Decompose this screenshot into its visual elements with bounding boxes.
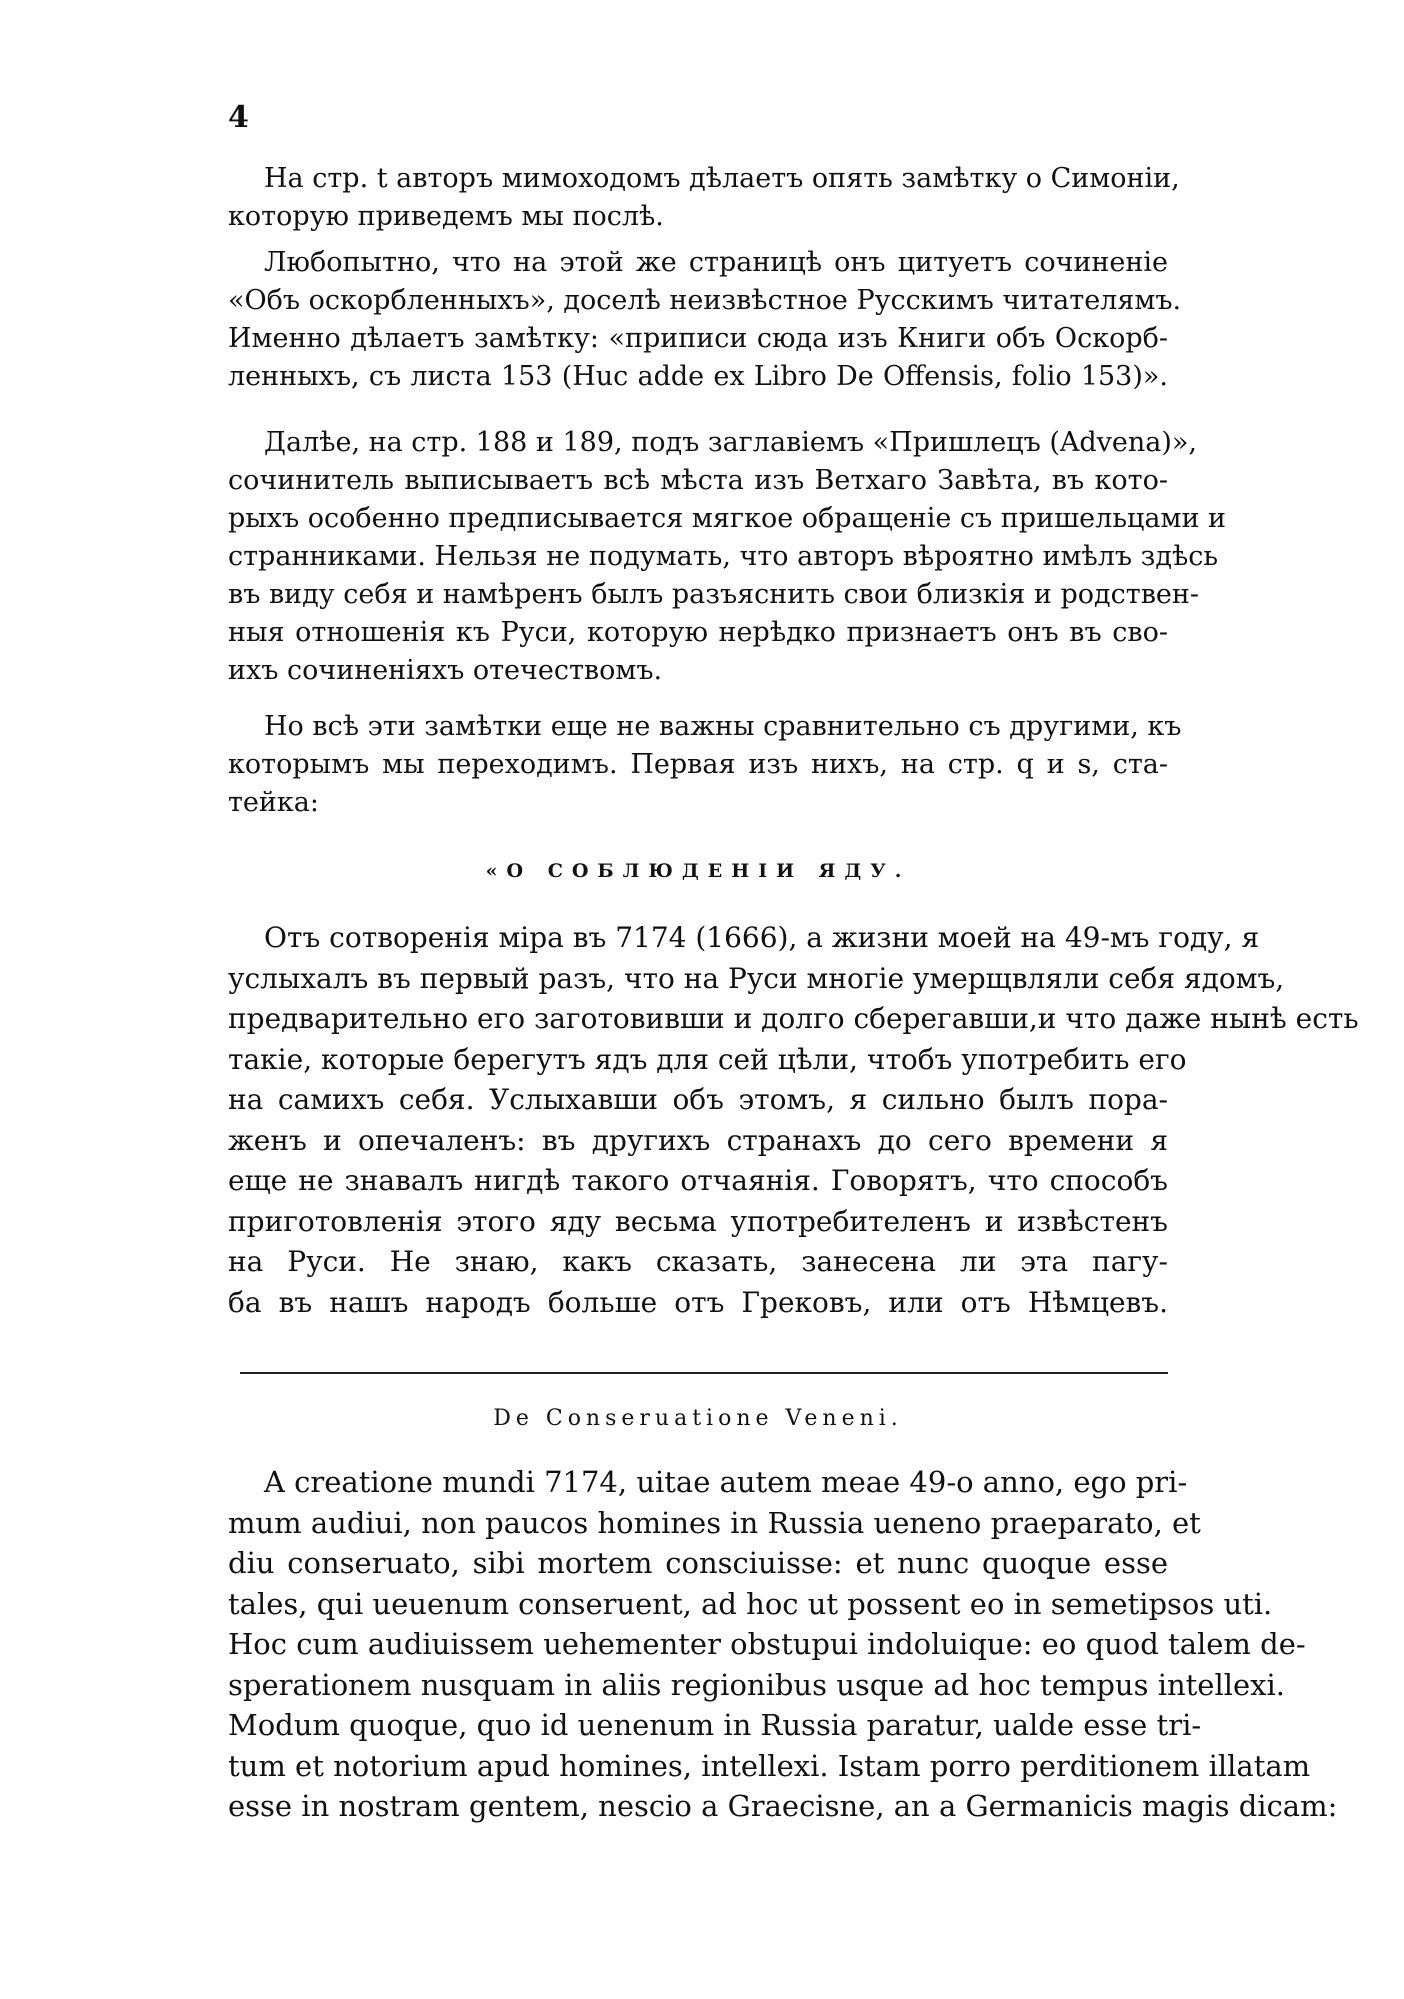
text-line: diu conseruato, sibi mortem consciuisse: et nunc quoque esse	[228, 1546, 1168, 1580]
text-line: Modum quoque, quo id uenenum in Russia paratur, ualde esse tri-	[228, 1708, 1202, 1742]
text-line: которымъ мы переходимъ. Первая изъ нихъ, на стр. q и s, ста-	[228, 749, 1168, 780]
text-line: Именно дѣлаетъ замѣтку: «приписи сюда изъ Книги объ Оскорб-	[228, 323, 1168, 354]
text-line: Отъ сотворенія міра въ 7174 (1666), а жизни моей на 49-мъ году, я	[264, 921, 1260, 954]
text-line: странниками. Нельзя не подумать, что авторъ вѣроятно имѣлъ здѣсь	[228, 541, 1219, 572]
text-line: сочинитель выписываетъ всѣ мѣста изъ Ветхаго Завѣта, въ кото-	[228, 465, 1168, 496]
paragraph-transition	[228, 708, 1182, 822]
text-line: Но всѣ эти замѣтки еще не важны сравнительно съ другими, къ	[264, 711, 1182, 742]
text-line: Любопытно, что на этой же страницѣ онъ цитуетъ сочиненіе	[264, 247, 1168, 278]
paragraph-simony-note	[228, 160, 1180, 236]
text-line: еще не знавалъ нигдѣ такого отчаянія. Говорятъ, что способъ	[228, 1164, 1168, 1197]
text-line: Hoc cum audiuissem uehementer obstupui indoluique: eo quod talem de-	[228, 1627, 1306, 1661]
paragraph-advena	[228, 424, 1227, 690]
text-line: A creatione mundi 7174, uitae autem meae 49-o anno, ego pri-	[264, 1465, 1188, 1499]
text-line: На стр. t авторъ мимоходомъ дѣлаетъ опять замѣтку о Симоніи,	[264, 163, 1180, 194]
text-line: приготовленія этого яду весьма употребителенъ и извѣстенъ	[228, 1204, 1168, 1238]
text-line: женъ и опечаленъ: въ другихъ странахъ до сего времени я	[228, 1123, 1168, 1157]
text-line: на самихъ себя. Услыхавши объ этомъ, я сильно былъ пора-	[228, 1083, 1168, 1116]
text-line: такіе, которые берегутъ ядъ для сей цѣли, чтобъ употребить его	[228, 1042, 1187, 1076]
text-line: услыхалъ въ первый разъ, что на Руси многіе умерщвляли себя ядомъ,	[228, 961, 1285, 995]
text-line: на Руси. Не знаю, какъ сказать, занесена ли эта пагу-	[228, 1245, 1168, 1278]
page-number: 4	[228, 100, 249, 135]
text-line: ба въ нашъ народъ больше отъ Грековъ, или отъ Нѣмцевъ.	[228, 1285, 1168, 1319]
text-line: mum audiui, non paucos homines in Russia ueneno praeparato, et	[228, 1505, 1201, 1540]
text-line: esse in nostram gentem, nescio a Graecisne, an a Germanicis magis dicam:	[228, 1789, 1338, 1823]
text-line: рыхъ особенно предписывается мягкое обращеніе съ пришельцами и	[228, 503, 1227, 534]
quoted-russian-text	[228, 918, 1359, 1323]
text-line: ныя отношенія къ Руси, которую нерѣдко признаетъ онъ въ сво-	[228, 617, 1168, 648]
section-heading-latin: De Conseruatione Veneni.	[493, 1406, 903, 1431]
text-line: ихъ сочиненіяхъ отечествомъ.	[228, 655, 663, 686]
text-line: tales, qui ueuenum conseruent, ad hoc ut possent eo in semetipsos uti.	[228, 1586, 1273, 1621]
latin-text	[228, 1462, 1338, 1827]
section-heading-russian: «О СОБЛЮДЕНІИ ЯДУ.	[485, 860, 911, 882]
text-line: «Объ оскорбленныхъ», доселѣ неизвѣстное Русскимъ читателямъ.	[228, 285, 1182, 316]
paragraph-offended-book	[228, 244, 1182, 396]
text-line: tum et notorium apud homines, intellexi. Istam porro perditionem illatam	[228, 1748, 1311, 1783]
text-line: предварительно его заготовивши и долго сберегавши,и что даже нынѣ есть	[228, 1002, 1359, 1035]
text-line: которую приведемъ мы послѣ.	[228, 201, 664, 232]
text-line: ленныхъ, съ листа 153 (Huc adde ex Libro De Offensis, folio 153)».	[228, 361, 1168, 392]
footnote-divider	[240, 1372, 1168, 1374]
text-line: Далѣе, на стр. 188 и 189, подъ заглавіемъ «Пришлецъ (Advena)»,	[264, 427, 1198, 458]
text-line: тейка:	[228, 787, 319, 818]
text-line: sperationem nusquam in aliis regionibus usque ad hoc tempus intellexi.	[228, 1667, 1286, 1702]
text-line: въ виду себя и намѣренъ былъ разъяснить свои близкія и родствен-	[228, 579, 1200, 610]
